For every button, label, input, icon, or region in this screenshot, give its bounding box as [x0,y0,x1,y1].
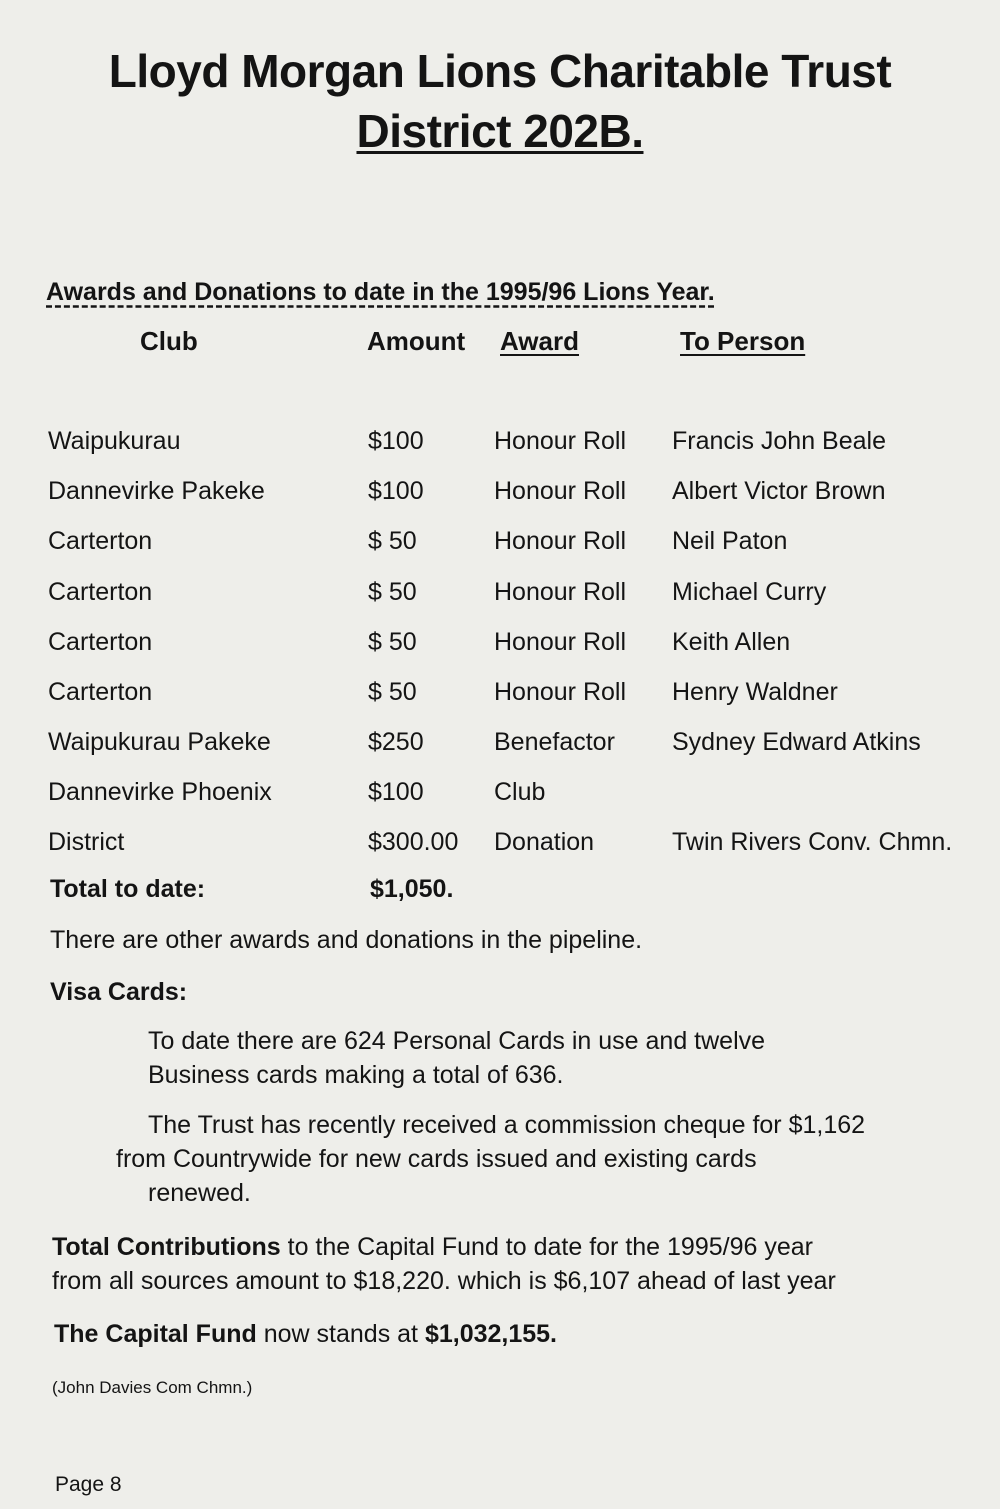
award-row-2-person: Albert Victor Brown [672,477,886,505]
contributions-paragraph [52,1230,836,1298]
visa-paragraph-cards [148,1024,765,1092]
total-value: $1,050. [370,875,454,903]
column-header-amount: Amount [367,326,466,356]
award-row-6-award: Honour Roll [494,678,627,706]
award-row-7-person: Sydney Edward Atkins [672,728,921,756]
award-row-8-club: Dannevirke Phoenix [48,778,272,806]
column-header-person: To Person [680,326,806,356]
visa-heading: Visa Cards: [50,978,188,1006]
visa-p2-line2: from Countrywide for new cards issued and existing cards [116,1145,757,1173]
award-row-5-award: Honour Roll [494,628,627,656]
award-row-1-person: Francis John Beale [672,427,887,455]
award-row-4-award: Honour Roll [494,578,627,606]
column-header-award: Award [500,326,579,356]
award-row-8-award: Club [494,778,546,806]
contributions-line1-rest: to the Capital Fund to date for the 1995/96 year [280,1233,813,1261]
award-row-2-amount: $100 [368,477,424,505]
award-row-9-amount: $300.00 [368,828,459,856]
column-header-club: Club [140,326,198,356]
award-row-1-amount: $100 [368,427,424,455]
visa-p1-line1: To date there are 624 Personal Cards in use and twelve [148,1027,766,1055]
signature: (John Davies Com Chmn.) [52,1378,253,1397]
award-row-2-award: Honour Roll [494,477,627,505]
award-row-4-person: Michael Curry [672,578,827,606]
award-row-9-award: Donation [494,828,595,856]
visa-p1-line2: Business cards making a total of 636. [148,1061,564,1089]
visa-p2-line1: The Trust has recently received a commission cheque for $1,162 [148,1111,866,1139]
contributions-line2: from all sources amount to $18,220. which is $6,107 ahead of last year [52,1267,836,1295]
award-row-9-person: Twin Rivers Conv. Chmn. [672,828,953,856]
visa-p2-line3: renewed. [148,1179,251,1207]
award-row-8-amount: $100 [368,778,424,806]
award-row-6-amount: $ 50 [368,678,417,706]
award-row-6-club: Carterton [48,678,153,706]
award-row-4-club: Carterton [48,578,153,606]
visa-paragraph-commission [116,1108,865,1210]
award-row-1-club: Waipukurau [48,427,181,455]
page-title: Lloyd Morgan Lions Charitable Trust [108,45,892,97]
award-row-3-amount: $ 50 [368,527,417,555]
capital-fund-lead: The Capital Fund [54,1320,257,1348]
page-number: Page 8 [55,1473,122,1496]
award-row-7-amount: $250 [368,728,424,756]
award-row-5-club: Carterton [48,628,153,656]
pipeline-note: There are other awards and donations in the pipeline. [50,926,643,954]
award-row-4-amount: $ 50 [368,578,417,606]
award-row-7-award: Benefactor [494,728,615,756]
award-row-5-person: Keith Allen [672,628,791,656]
award-row-7-club: Waipukurau Pakeke [48,728,271,756]
award-row-9-club: District [48,828,125,856]
award-row-2-club: Dannevirke Pakeke [48,477,265,505]
award-row-3-award: Honour Roll [494,527,627,555]
district-title: District 202B. [356,105,644,157]
contributions-lead: Total Contributions [52,1233,281,1261]
total-label: Total to date: [50,875,206,903]
award-row-5-amount: $ 50 [368,628,417,656]
award-row-3-person: Neil Paton [672,527,788,555]
capital-fund-line [54,1320,557,1349]
capital-fund-mid: now stands at [256,1320,425,1348]
award-row-6-person: Henry Waldner [672,678,838,706]
award-row-3-club: Carterton [48,527,153,555]
award-row-1-award: Honour Roll [494,427,627,455]
awards-section-heading: Awards and Donations to date in the 1995/96 Lions Year. [46,278,715,306]
capital-fund-value: $1,032,155. [424,1320,558,1348]
contributions-line1 [52,1230,836,1264]
page-subtitle-district [0,103,1000,159]
